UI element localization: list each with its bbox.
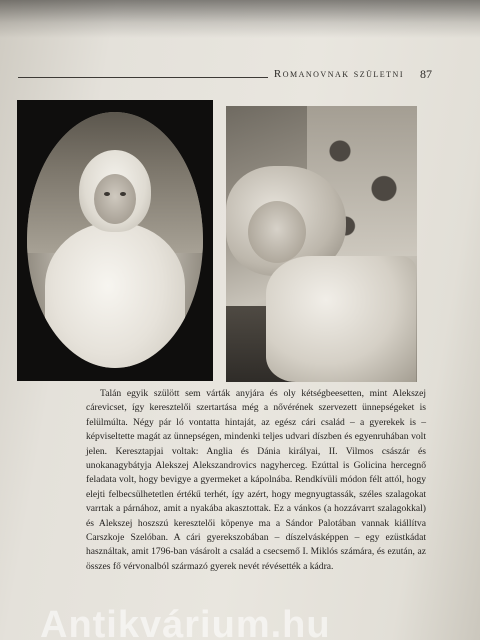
photo-eye [104,192,110,196]
photo-face [248,201,306,263]
page-shadow [0,0,480,38]
photo-gown [266,256,416,382]
running-head [18,64,432,86]
watermark: Antikvárium.hu [40,604,331,640]
photo-infant-christening-gown [17,100,213,381]
page-number: 87 [420,67,432,81]
body-paragraph: Talán egyik szülött sem várták anyjára és oly kétségbeesetten, mint Alekszej cárevicset, így keresztelői szertartása még a nővérének szervezett ünnepségeket is felülmúlta. Négy pár ló vontatta hintaját, az egész cári család – a gyerekek is – képviseltette magát az ünnepségen, mindenki teljes udvari díszben és egyenruhában volt jelen. Keresztapjai voltak: Anglia és Dánia királyai, II. Vilmos császár és unokanagybátyja Alekszej Alekszandrovics nagyherceg. Ezúttal is Golicina hercegnő feladata volt, hogy bevigye a gyermeket a kápolnába. Rendkívüli módon félt attól, hogy elejti felbecsülhetetlen értékű terhét, így azért, hogy megnyugtassák, széles szalagokat varrtak a párnához, amit a nyakába akasztottak. Ez a vánkos (a hozzávarrt szalagokkal) és Alekszej hoszszú keresztelői köpenye ma a Sándor Palotában vannak kiállítva Carszkoje Szelóban. A cári gyerekszobában – díszelvásképpen – egy ezüstkádat használtak, amit 1796-ban vásárolt a család a csecsemő I. Miklós számára, és ezután, az összes fő vérvonalból származó gyerek nevét révésették a kádra. [86,388,426,572]
photo-face [94,174,136,224]
photo-eye [120,192,126,196]
photo-gown [45,222,185,368]
oval-portrait-frame [27,112,203,368]
running-head-title: Romanovnak születni [273,68,404,80]
photo-infant-on-cushions [226,106,417,382]
running-head-rule [18,77,268,78]
